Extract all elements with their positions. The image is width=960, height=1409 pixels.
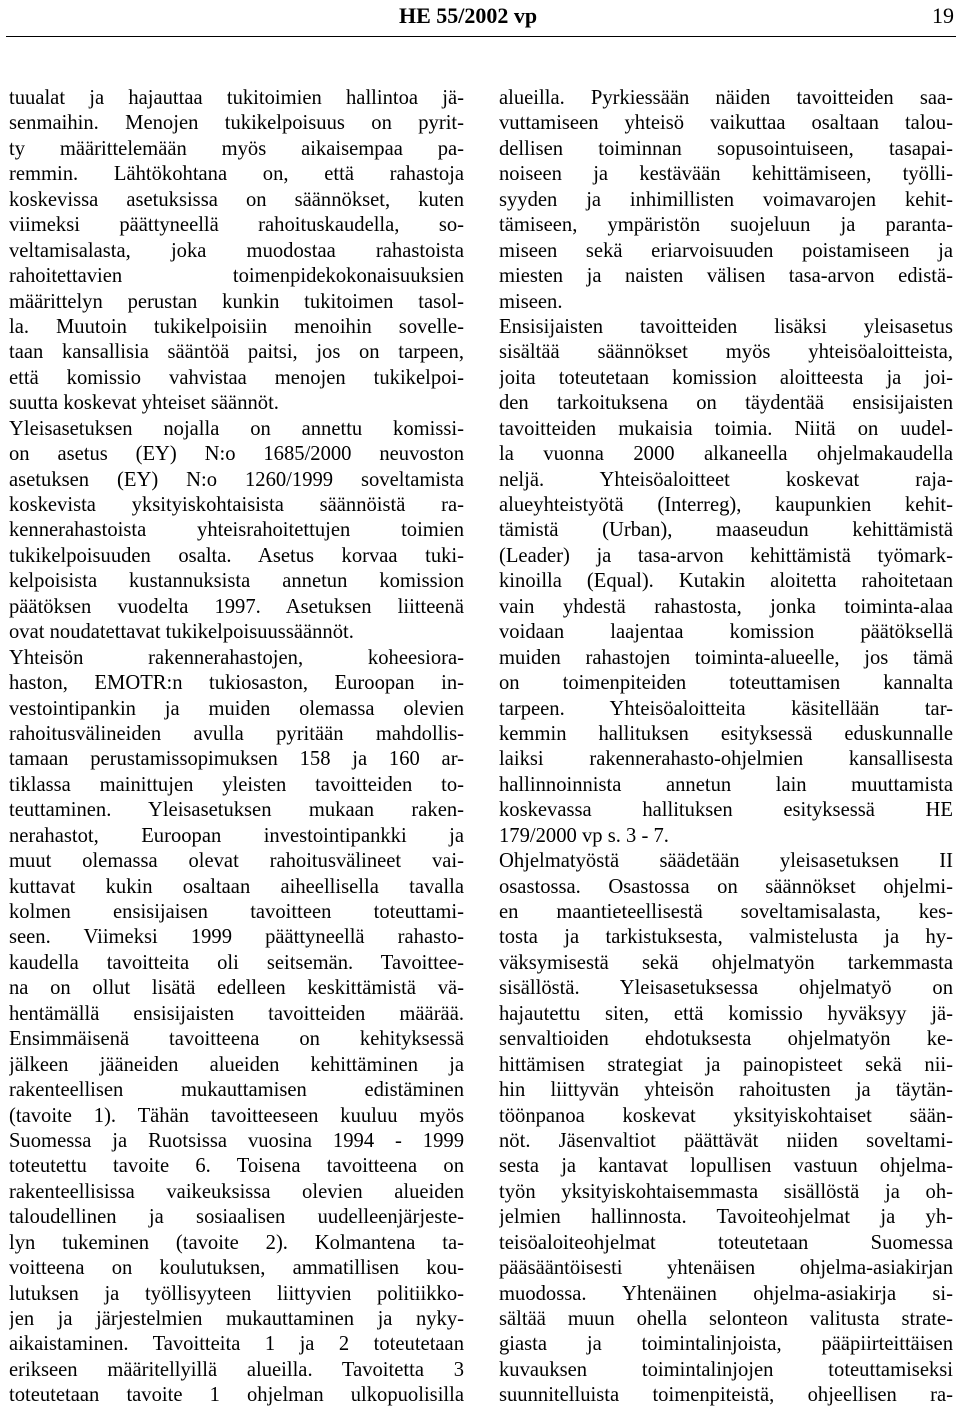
text-line: teuttaminen. Yleisasetuksen mukaan raken-	[9, 799, 464, 822]
text-line: jälkeen jääneiden alueiden kehittäminen ja	[9, 1053, 464, 1076]
text-line: lyn tukeminen (tavoite 2). Kolmantena ta-	[9, 1231, 464, 1254]
text-line: rakenteellisen mukauttamisen edistäminen	[9, 1079, 464, 1102]
text-line: koskevissa asetuksissa on säännökset, kuten	[9, 188, 464, 211]
text-line: päätöksen vuodelta 1997. Asetuksen liitteenä	[9, 595, 464, 618]
text-line: Ohjelmatyöstä säädetään yleisasetuksen II	[499, 850, 953, 873]
text-line: (tavoite 1). Tähän tavoitteeseen kuuluu myös	[9, 1104, 464, 1127]
text-line: on toimenpiteiden toteuttamisen kannalta	[499, 672, 953, 695]
page-header	[0, 0, 960, 40]
text-line: hallinnoinnista annetun lain muuttamista	[499, 773, 953, 796]
text-line: Ensimmäisenä tavoitteena on kehityksessä	[9, 1028, 464, 1051]
text-line: senmaihin. Menojen tukikelpoisuus on pyrit-	[9, 112, 464, 135]
text-line: giasta ja toimintalinjoista, pääpiirteittäisen	[499, 1333, 953, 1356]
left-text-column	[9, 86, 464, 1409]
text-line: miseen sekä eriarvoisuuden poistamiseen ja	[499, 239, 953, 262]
text-line: on asetus (EY) N:o 1685/2000 neuvoston	[9, 443, 464, 466]
text-line: töönpanoa koskevat yksityiskohtaiset sään-	[499, 1104, 953, 1127]
header-rule	[6, 36, 956, 37]
text-line: alueyhteistyötä (Interreg), kaupunkien kehit-	[499, 494, 953, 516]
right-text-column	[499, 86, 953, 1409]
text-line: kennerahastoista yhteisrahoitettujen toimien	[9, 519, 464, 542]
text-line: tämiseen, ympäristön suojeluun ja paranta-	[499, 214, 953, 237]
text-line: (Leader) ja tasa-arvon kehittämistä työmark-	[499, 544, 953, 567]
text-line: nöt. Jäsenvaltiot päättävät niiden soveltami-	[499, 1129, 953, 1152]
text-line: remmin. Lähtökohtana on, että rahastoja	[9, 163, 464, 186]
text-line: rahoitusvälineiden avulla pyritään mahdollis-	[9, 722, 464, 745]
text-line: sesta ja kantavat lopullisen vastuun ohjelma-	[499, 1155, 953, 1178]
text-line: määrittelyn perustan kunkin tukitoimen tasol-	[9, 290, 464, 313]
text-line: miseen.	[499, 290, 563, 313]
text-line: kuvauksen toimintalinjojen toteuttamiseksi	[499, 1358, 953, 1381]
text-line: väksymisestä sekä ohjelmatyön tarkemmasta	[499, 951, 953, 974]
text-line: syyden ja inhimillisten voimavarojen kehit-	[499, 188, 953, 211]
text-line: vain yhdestä rahastosta, jonka toiminta-alaa	[499, 595, 953, 618]
text-line: lutuksen ja työllisyyteen liittyvien politiikko-	[9, 1282, 464, 1305]
text-line: senvaltioiden ehdotuksesta ohjelmatyön ke-	[499, 1028, 953, 1051]
text-line: sisällöstä. Yleisasetuksessa ohjelmatyö on	[499, 977, 953, 1000]
text-line: koskevassa hallituksen esityksessä HE	[499, 799, 953, 822]
text-line: kemmin hallituksen esityksessä eduskunnalle	[499, 722, 953, 745]
text-line: la vuonna 2000 alkaneella ohjelmakaudella	[499, 443, 953, 466]
text-line: toteutettu tavoite 6. Toisena tavoitteena on	[9, 1155, 464, 1178]
text-line: vestointipankin ja muiden olemassa olevien	[9, 697, 464, 720]
text-line: tosta ja tarkistuksesta, valmistelusta ja hy-	[499, 926, 953, 949]
text-line: Yhteisön rakennerahastojen, koheesiora-	[9, 646, 464, 669]
text-line: jen ja järjestelmien mukauttaminen ja nyky-	[9, 1308, 464, 1330]
text-line: vuttamiseen yhteisö vaikuttaa osaltaan talou-	[499, 112, 953, 135]
text-line: pääsääntöisesti yhtenäisen ohjelma-asiakirjan	[499, 1257, 953, 1280]
text-line: laiksi rakennerahasto-ohjelmien kansallisesta	[499, 748, 953, 771]
text-line: rakenteellisissa vaikeuksissa olevien alueiden	[9, 1180, 464, 1203]
text-line: toteutetaan tavoite 1 ohjelman ulkopuolisilla	[9, 1384, 464, 1407]
text-line: tukikelpoisuuden osalta. Asetus korvaa tuki-	[9, 544, 464, 567]
text-line: kolmen ensisijaisen tavoitteen toteuttami-	[9, 901, 464, 923]
text-line: suutta koskevat yhteiset säännöt.	[9, 392, 279, 415]
text-line: osastossa. Osastossa on säännökset ohjelmi-	[499, 875, 953, 898]
text-line: työn yksityiskohtaisemmasta sisällöstä ja oh-	[499, 1180, 953, 1203]
text-line: tuualat ja hajauttaa tukitoimien hallintoa jä-	[9, 87, 464, 109]
text-line: voidaan laajentaa komission päätöksellä	[499, 621, 953, 644]
text-line: muiden rahastojen toiminta-alueelle, jos tämä	[499, 646, 953, 669]
text-line: la. Muutoin tukikelpoisiin menoihin sovelle-	[9, 315, 464, 338]
text-line: kelpoisista kustannuksista annetun komission	[9, 570, 464, 593]
text-line: erikseen määritellyillä alueilla. Tavoitetta 3	[9, 1358, 464, 1381]
page-number: 19	[932, 3, 954, 28]
text-line: neljä. Yhteisöaloitteet koskevat raja-	[499, 468, 953, 491]
text-line: jelmien hallinnosta. Tavoiteohjelmat ja yh-	[499, 1206, 953, 1229]
text-line: tavoitteiden mukaisia toimia. Niitä on uudel-	[499, 417, 953, 440]
text-line: asetuksen (EY) N:o 1260/1999 soveltamista	[9, 468, 464, 491]
text-line: Yleisasetuksen nojalla on annettu komissi-	[9, 417, 464, 440]
text-line: en maantieteellisestä soveltamisalasta, kes-	[499, 901, 953, 923]
text-line: sältää muun ohella selonteon valitusta strate-	[499, 1308, 953, 1330]
text-line: 179/2000 vp s. 3 - 7.	[499, 824, 669, 847]
text-line: den tarkoituksena on täydentää ensisijaisten	[499, 392, 953, 415]
text-line: tamaan perustamissopimuksen 158 ja 160 ar-	[9, 748, 464, 771]
text-line: tämistä (Urban), maaseudun kehittämistä	[499, 519, 953, 542]
text-line: voitteena on koulutuksen, ammatillisen kou-	[9, 1257, 464, 1280]
text-line: hittämisen strategiat ja painopisteet sekä nii-	[499, 1053, 953, 1076]
text-line: dellisen toiminnan sopusointuiseen, tasapai-	[499, 137, 953, 160]
text-line: ty määrittelemään myös aikaisempaa pa-	[9, 137, 464, 160]
text-line: haston, EMOTR:n tukiosaston, Euroopan in-	[9, 672, 464, 695]
text-line: koskevista yksityiskohtaisista säännöistä ra-	[9, 494, 464, 516]
text-line: na on ollut lisätä edelleen keskittämistä vä-	[9, 977, 464, 1000]
text-line: hentämällä ensisijaisten tavoitteiden määrää.	[9, 1002, 464, 1025]
text-line: nerahastot, Euroopan investointipankki ja	[9, 824, 464, 847]
text-line: teisöaloiteohjelmat toteutetaan Suomessa	[499, 1231, 953, 1254]
text-line: hin liittyvän yhteisön rahoitusten ja täytän-	[499, 1079, 953, 1102]
text-line: miesten ja naisten välisen tasa-arvon edistä-	[499, 265, 953, 288]
text-line: kuttavat kukin osaltaan aiheellisella tavalla	[9, 875, 464, 898]
text-line: alueilla. Pyrkiessään näiden tavoitteiden saa-	[499, 87, 953, 109]
text-line: Ensisijaisten tavoitteiden lisäksi yleisasetus	[499, 315, 953, 338]
text-line: veltamisalasta, joka muodostaa rahastoista	[9, 239, 464, 262]
text-line: muut olemassa olevat rahoitusvälineet vai-	[9, 850, 464, 873]
text-line: joita toteutetaan komission aloitteesta ja joi-	[499, 366, 953, 389]
text-line: suunnitelluista toimenpiteistä, ohjeellisen ra-	[499, 1384, 953, 1407]
text-line: Suomessa ja Ruotsissa vuosina 1994 - 1999	[9, 1129, 464, 1152]
text-line: hajautettu siten, että komissio hyväksyy jä-	[499, 1002, 953, 1025]
text-line: aikaistaminen. Tavoitteita 1 ja 2 toteutetaan	[9, 1333, 464, 1356]
text-line: sisältää säännökset myös yhteisöaloitteista,	[499, 341, 953, 364]
text-line: kinoilla (Equal). Kutakin aloitetta rahoitetaan	[499, 570, 953, 593]
text-line: seen. Viimeksi 1999 päättyneellä rahasto-	[9, 926, 464, 949]
text-line: ovat noudatettavat tukikelpoisuussäännöt.	[9, 621, 354, 644]
text-line: muodossa. Yhtenäinen ohjelma-asiakirja si-	[499, 1282, 953, 1305]
text-line: tiklassa mainittujen yleisten tavoitteiden to-	[9, 773, 464, 796]
text-line: noiseen ja kestävään kehittämiseen, työlli-	[499, 163, 953, 186]
text-line: että komissio vahvistaa menojen tukikelpoi-	[9, 366, 464, 389]
text-line: tarpeen. Yhteisöaloitteita käsitellään tar-	[499, 697, 953, 720]
document-id: HE 55/2002 vp	[399, 3, 538, 28]
text-line: rahoitettavien toimenpidekokonaisuuksien	[9, 265, 464, 288]
text-line: viimeksi päättyneellä rahoituskaudella, so-	[9, 214, 464, 237]
text-line: taan kansallisia sääntöä paitsi, jos on tarpeen,	[9, 341, 464, 364]
text-line: taloudellinen ja sosiaalisen uudelleenjärjeste-	[9, 1206, 464, 1229]
text-line: kaudella tavoitteita oli seitsemän. Tavoittee-	[9, 951, 464, 974]
